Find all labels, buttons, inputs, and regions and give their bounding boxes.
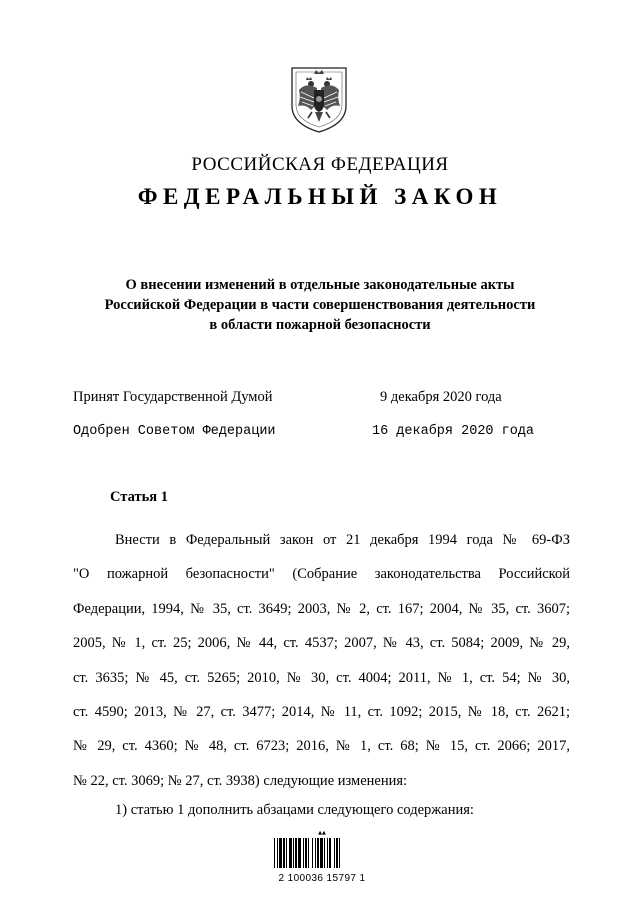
country-title: РОССИЙСКАЯ ФЕДЕРАЦИЯ [191, 154, 449, 175]
article-title: Статья 1 [110, 489, 168, 505]
paragraph-line: ст. 4590; 2013, № 27, ст. 3477; 2014, № 11, ст. 1092; 2015, № 18, ст. 2621; [73, 704, 570, 721]
article-paragraph [73, 523, 570, 798]
paragraph-line: Федерации, 1994, № 35, ст. 3649; 2003, № 2, ст. 167; 2004, № 35, ст. 3607; [73, 600, 570, 617]
article-item-1: 1) статью 1 дополнить абзацами следующего содержания: [115, 802, 474, 818]
paragraph-line: 2005, № 1, ст. 25; 2006, № 44, ст. 4537; 2007, № 43, ст. 5084; 2009, № 29, [73, 635, 570, 652]
paragraph-line: № 29, ст. 4360; № 48, ст. 6723; 2016, № 1, ст. 68; № 15, ст. 2066; 2017, [73, 738, 570, 755]
document-type-title: ФЕДЕРАЛЬНЫЙ ЗАКОН [137, 184, 503, 209]
barcode [272, 830, 372, 884]
russian-coat-of-arms-icon [284, 64, 354, 134]
paragraph-line: Внести в Федеральный закон от 21 декабря 1994 года № 69-ФЗ [115, 532, 570, 548]
barcode-bars-icon [272, 838, 372, 868]
subject-line: О внесении изменений в отдельные законодательные акты [125, 277, 515, 293]
barcode-mark: ▲▲ [318, 830, 326, 836]
adopted-date: 9 декабря 2020 года [380, 389, 502, 405]
subject-line: в области пожарной безопасности [209, 317, 431, 333]
approved-date: 16 декабря 2020 года [372, 424, 535, 439]
paragraph-line: "О пожарной безопасности" (Собрание законодательства Российской [73, 566, 570, 583]
law-subject [60, 275, 580, 335]
subject-line: Российской Федерации в части совершенствования деятельности [104, 297, 536, 313]
paragraph-line: № 22, ст. 3069; № 27, ст. 3938) следующие изменения: [73, 772, 408, 789]
paragraph-line: ст. 3635; № 45, ст. 5265; 2010, № 30, ст. 4004; 2011, № 1, ст. 54; № 30, [73, 669, 570, 686]
adopted-label: Принят Государственной Думой [73, 389, 273, 405]
approved-label: Одобрен Советом Федерации [73, 424, 276, 439]
barcode-number: 2 100036 15797 1 [278, 873, 366, 884]
